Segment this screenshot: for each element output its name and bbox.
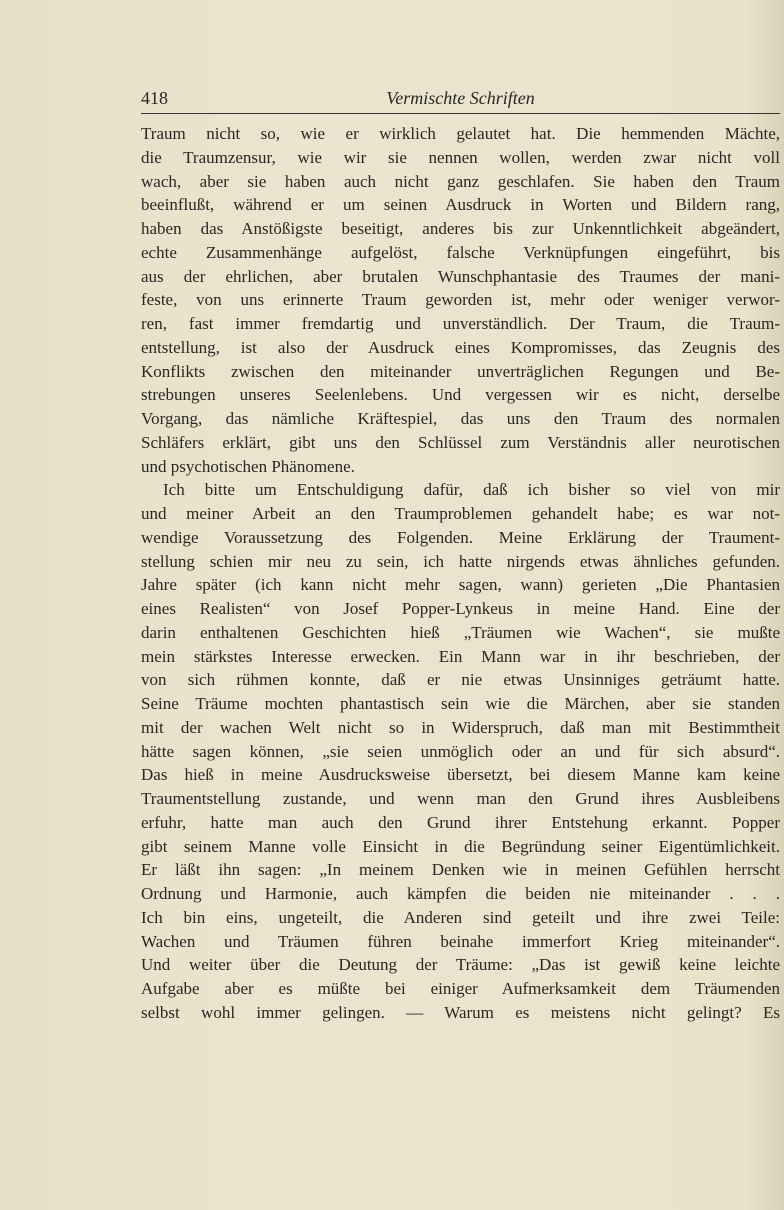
text-line: und psychotischen Phänomene. bbox=[141, 456, 355, 476]
text-line: gibt seinem Manne volle Einsicht in die Begründung seiner Eigentümlichkeit. bbox=[141, 836, 780, 856]
text-line: Ordnung und Harmonie, auch kämpfen die beiden nie miteinander . . . bbox=[141, 884, 780, 903]
text-line: Das hieß in meine Ausdrucksweise übersetzt, bei diesem Manne kam keine bbox=[141, 765, 780, 785]
text-line: ren, fast immer fremdartig und unverständlich. Der Traum, die Traum- bbox=[141, 314, 780, 333]
text-line: die Traumzensur, wie wir sie nennen wollen, werden zwar nicht voll bbox=[141, 147, 780, 167]
running-title: Vermischte Schriften bbox=[386, 88, 535, 108]
text-line: Aufgabe aber es müßte bei einiger Aufmerksamkeit dem Träumenden bbox=[141, 979, 780, 998]
text-line: Seine Träume mochten phantastisch sein wie die Märchen, aber sie standen bbox=[141, 694, 780, 713]
text-line: Ich bitte um Entschuldigung dafür, daß ich bisher so viel von mir bbox=[163, 480, 780, 500]
text-line: darin enthaltenen Geschichten hieß „Träumen wie Wachen“, sie mußte bbox=[141, 622, 780, 642]
body-text bbox=[141, 122, 780, 1025]
text-line: hätte sagen können, „sie seien unmöglich oder an und für sich absurd“. bbox=[141, 741, 780, 761]
text-line: mein stärkstes Interesse erwecken. Ein Mann war in ihr beschrieben, der bbox=[141, 646, 780, 666]
text-line: strebungen unseres Seelenlebens. Und vergessen wir es nicht, derselbe bbox=[141, 385, 780, 405]
text-line: feste, von uns erinnerte Traum geworden ist, mehr oder weniger verwor- bbox=[141, 290, 780, 310]
text-line: stellung schien mir neu zu sein, ich hatte nirgends etwas ähnliches gefunden. bbox=[141, 551, 780, 571]
text-line: Ich bin eins, ungeteilt, die Anderen sind geteilt und ihre zwei Teile: bbox=[141, 907, 780, 927]
text-line: Konflikts zwischen den miteinander unverträglichen Regungen und Be- bbox=[141, 361, 780, 381]
text-line: Traum nicht so, wie er wirklich gelautet hat. Die hemmenden Mächte, bbox=[141, 124, 780, 143]
page-number: 418 bbox=[141, 88, 168, 108]
header-rule bbox=[141, 113, 780, 114]
text-line: echte Zusammenhänge aufgelöst, falsche Verknüpfungen eingeführt, bis bbox=[141, 242, 780, 262]
page-header bbox=[141, 88, 780, 112]
text-line: wendige Voraussetzung des Folgenden. Meine Erklärung der Traument- bbox=[141, 527, 780, 547]
text-line: eines Realisten“ von Josef Popper-Lynkeus in meine Hand. Eine der bbox=[141, 599, 780, 618]
text-line: erfuhr, hatte man auch den Grund ihrer Entstehung erkannt. Popper bbox=[141, 812, 780, 832]
text-line: von sich rühmen konnte, daß er nie etwas Unsinniges geträumt hatte. bbox=[141, 670, 780, 690]
text-line: Jahre später (ich kann nicht mehr sagen, wann) gerieten „Die Phantasien bbox=[141, 575, 780, 595]
text-line: beeinflußt, während er um seinen Ausdruck in Worten und Bildern rang, bbox=[141, 195, 780, 215]
text-line: Und weiter über die Deutung der Träume: „Das ist gewiß keine leichte bbox=[141, 955, 780, 975]
text-line: Er läßt ihn sagen: „In meinem Denken wie in meinen Gefühlen herrscht bbox=[141, 860, 780, 880]
text-line: haben das Anstößigste beseitigt, anderes bis zur Unkenntlichkeit abgeändert, bbox=[141, 219, 780, 238]
text-line: entstellung, ist also der Ausdruck eines Kompromisses, das Zeugnis des bbox=[141, 337, 780, 357]
text-line: selbst wohl immer gelingen. — Warum es meistens nicht gelingt? Es bbox=[141, 1002, 780, 1022]
text-line: Vorgang, das nämliche Kräftespiel, das uns den Traum des normalen bbox=[141, 409, 780, 428]
text-line: Schläfers erklärt, gibt uns den Schlüssel zum Verständnis aller neurotischen bbox=[141, 432, 780, 452]
text-line: und meiner Arbeit an den Traumproblemen gehandelt habe; es war not- bbox=[141, 504, 780, 523]
text-line: aus der ehrlichen, aber brutalen Wunschphantasie des Traumes der mani- bbox=[141, 266, 780, 286]
text-line: wach, aber sie haben auch nicht ganz geschlafen. Sie haben den Traum bbox=[141, 171, 780, 191]
text-line: Wachen und Träumen führen beinahe immerfort Krieg miteinander“. bbox=[141, 931, 780, 951]
text-line: mit der wachen Welt nicht so in Widerspruch, daß man mit Bestimmtheit bbox=[141, 717, 780, 737]
text-line: Traumentstellung zustande, und wenn man den Grund ihres Ausbleibens bbox=[141, 789, 780, 808]
